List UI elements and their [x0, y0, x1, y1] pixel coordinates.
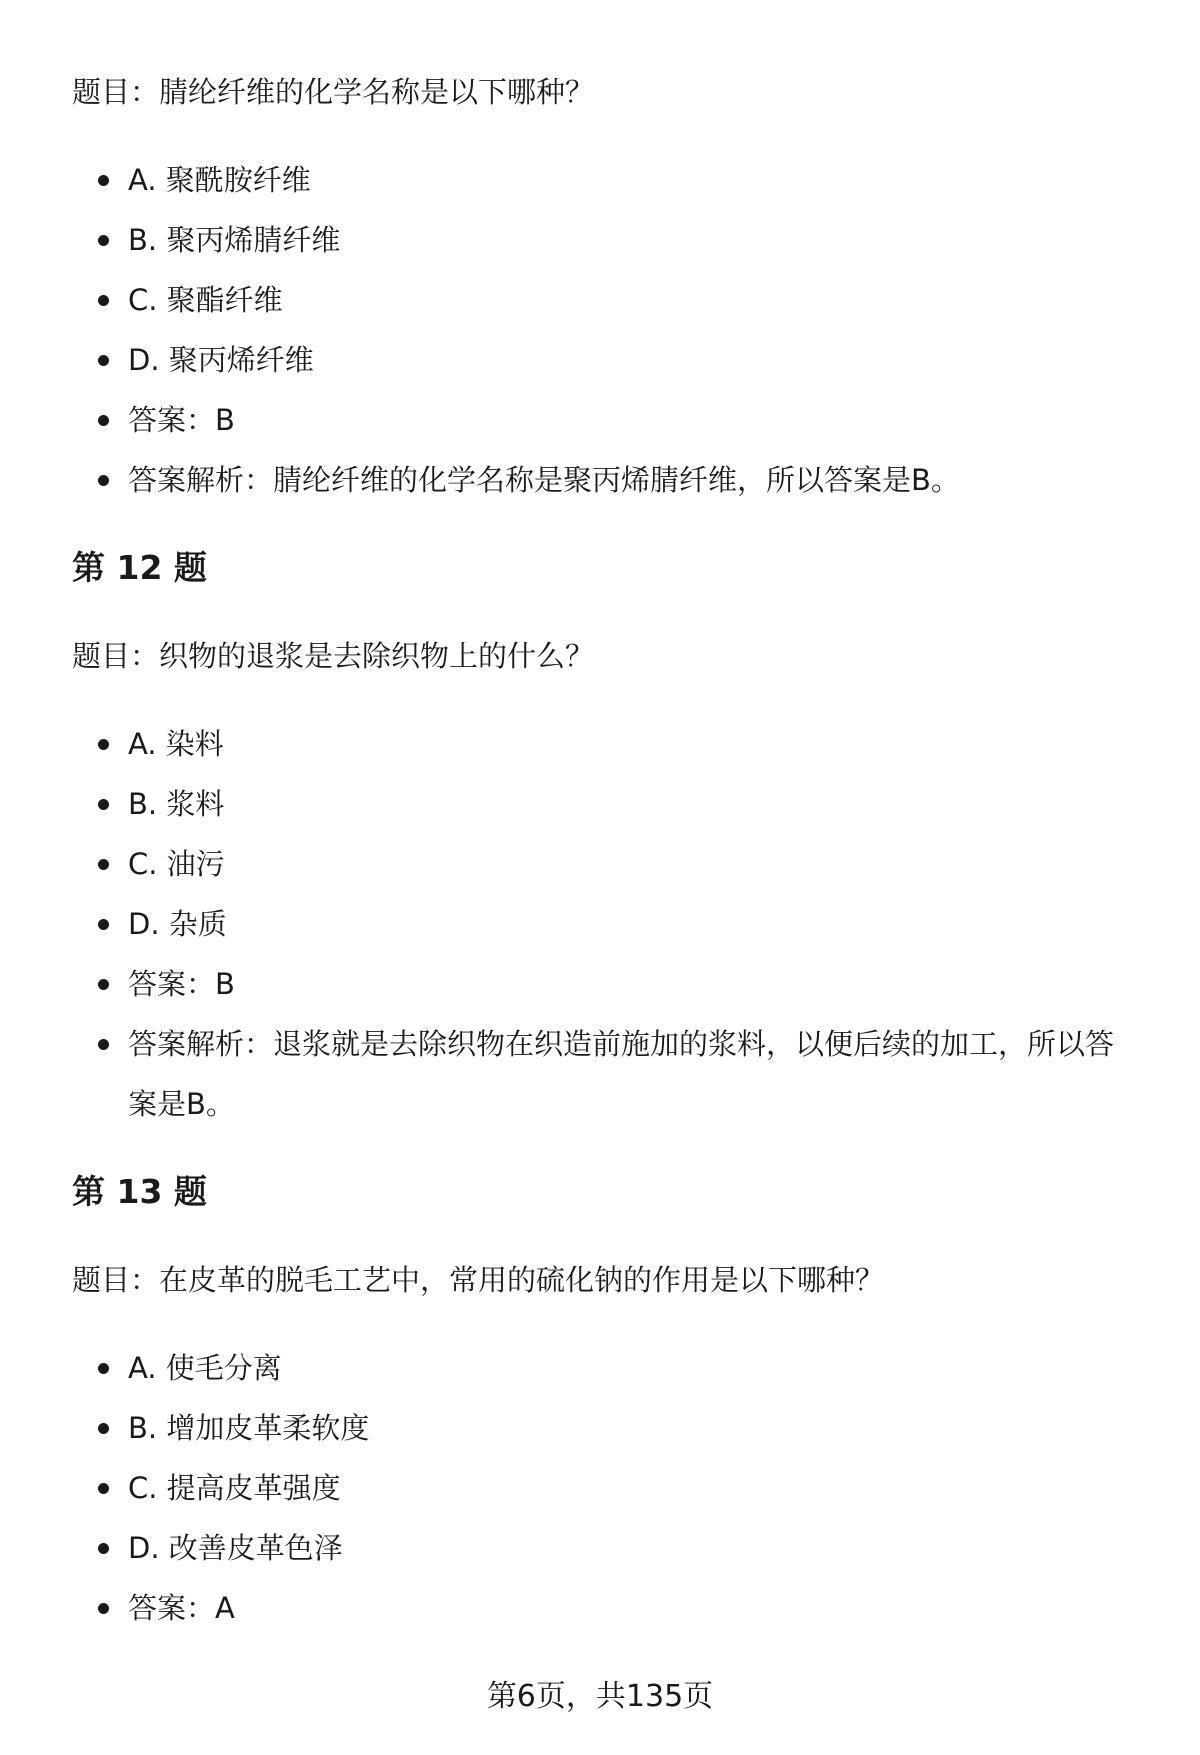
question-stem: 题目：腈纶纤维的化学名称是以下哪种？	[72, 75, 595, 109]
option-c: C. 油污	[128, 834, 1142, 894]
option-list	[72, 150, 1142, 510]
option-a: A. 聚酰胺纤维	[128, 150, 1142, 210]
option-b: B. 浆料	[128, 774, 1142, 834]
answer: 答案：B	[128, 954, 1142, 1014]
answer-explanation: 答案解析：退浆就是去除织物在织造前施加的浆料，以便后续的加工，所以答案是B。	[128, 1014, 1142, 1134]
option-c: C. 提高皮革强度	[128, 1458, 1142, 1518]
option-b: B. 增加皮革柔软度	[128, 1398, 1142, 1458]
option-d: D. 杂质	[128, 894, 1142, 954]
question-13	[72, 1162, 1142, 1638]
answer: 答案：A	[128, 1578, 1142, 1638]
document-content	[72, 62, 1142, 1638]
question-heading: 第 12 题	[72, 548, 207, 587]
option-b: B. 聚丙烯腈纤维	[128, 210, 1142, 270]
option-a: A. 使毛分离	[128, 1338, 1142, 1398]
question-heading: 第 13 题	[72, 1172, 207, 1211]
answer-explanation: 答案解析：腈纶纤维的化学名称是聚丙烯腈纤维，所以答案是B。	[128, 450, 1142, 510]
option-list	[72, 1338, 1142, 1638]
question-12	[72, 538, 1142, 1134]
option-list	[72, 714, 1142, 1134]
page-footer: 第6页，共135页	[486, 1679, 714, 1714]
question-stem: 题目：在皮革的脱毛工艺中，常用的硫化钠的作用是以下哪种？	[72, 1263, 885, 1297]
answer: 答案：B	[128, 390, 1142, 450]
option-c: C. 聚酯纤维	[128, 270, 1142, 330]
question-11	[72, 62, 1142, 510]
option-a: A. 染料	[128, 714, 1142, 774]
option-d: D. 改善皮革色泽	[128, 1518, 1142, 1578]
question-stem: 题目：织物的退浆是去除织物上的什么？	[72, 639, 595, 673]
option-d: D. 聚丙烯纤维	[128, 330, 1142, 390]
